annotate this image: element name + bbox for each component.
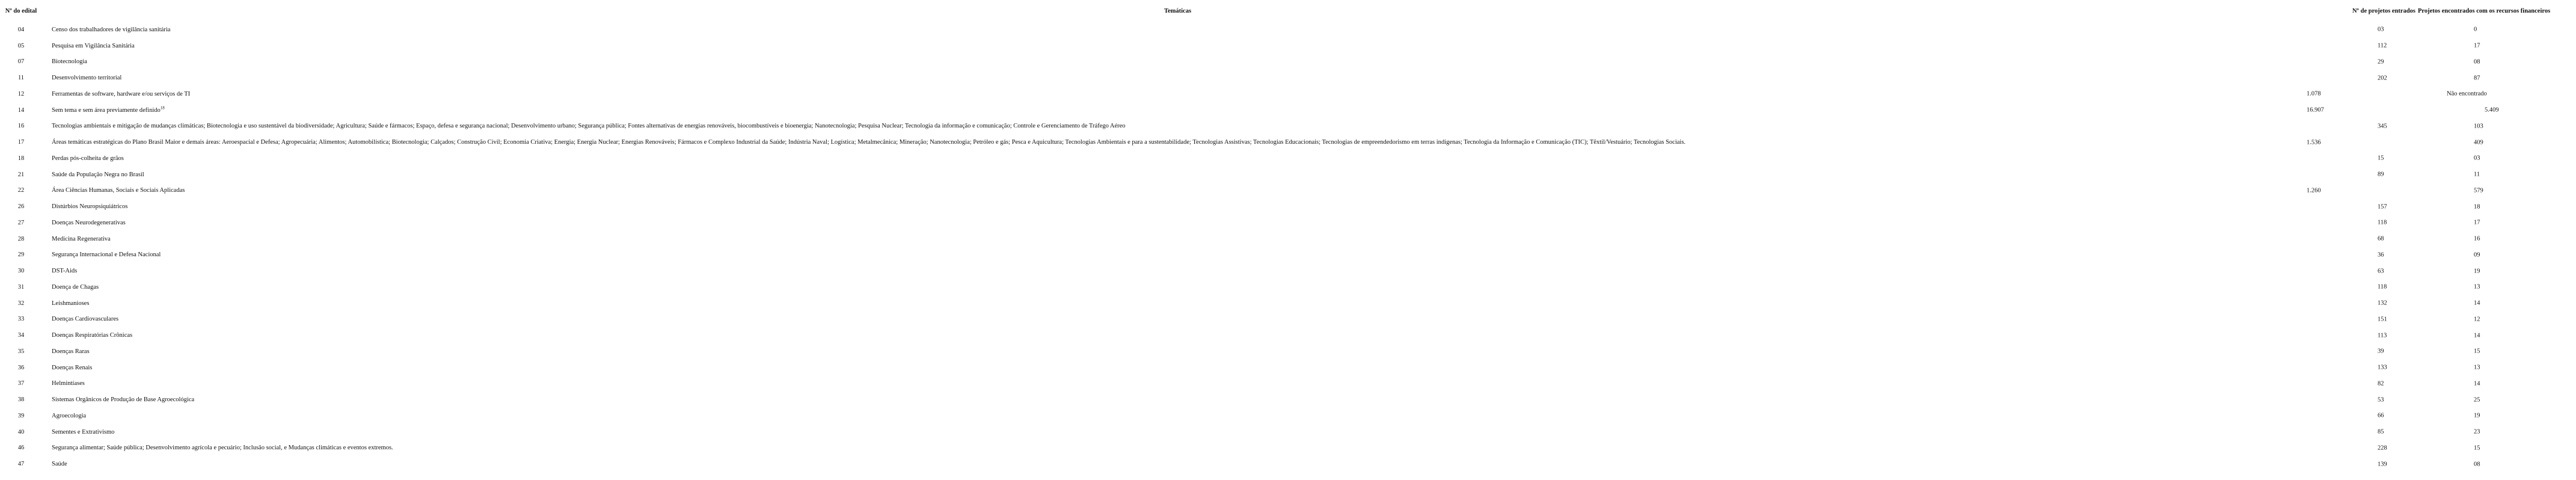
entrados-cell [2304,167,2417,183]
entrados-value: 68 [2378,235,2384,242]
entrados-cell [2304,312,2417,328]
entrados-cell [2304,215,2417,231]
edital-number: 47 [17,461,25,468]
edital-number: 27 [17,219,25,226]
table-row [0,231,2576,247]
tematica-cell [42,231,2304,247]
edital-number: 28 [17,235,25,242]
table-row [0,150,2576,167]
edital-number: 07 [17,58,25,66]
financeiros-value: 87 [2474,75,2480,82]
financeiros-cell [2417,22,2576,38]
financeiros-value: 12 [2474,316,2480,323]
entrados-cell [2304,86,2417,102]
header-tematicas: Temáticas [1164,7,1192,14]
table-row [0,327,2576,343]
edital-number: 37 [17,380,25,387]
financeiros-value: Não encontrado [2447,90,2487,97]
financeiros-cell [2417,167,2576,183]
edital-number: 11 [17,75,25,82]
entrados-value: 39 [2378,348,2384,355]
financeiros-value: 08 [2474,58,2480,66]
tematica-cell [42,360,2304,376]
tematica-cell [42,38,2304,54]
table-row [0,456,2576,472]
financeiros-value: 25 [2474,396,2480,404]
edital-number: 05 [17,42,25,49]
entrados-cell [2304,424,2417,440]
financeiros-value: 09 [2474,251,2480,259]
financeiros-cell [2417,231,2576,247]
financeiros-cell [2417,38,2576,54]
tematica-cell [42,22,2304,38]
tematica-text: Pesquisa em Vigilância Sanitária [52,42,135,49]
financeiros-value: 15 [2474,348,2480,355]
edital-number: 39 [17,412,25,419]
edital-number: 04 [17,26,25,33]
edital-number: 12 [17,90,25,97]
entrados-cell [2304,408,2417,424]
table-row [0,424,2576,440]
tematica-cell [42,215,2304,231]
financeiros-value: 17 [2474,219,2480,226]
financeiros-value: 08 [2474,461,2480,468]
entrados-value: 228 [2378,445,2387,452]
entrados-cell [2304,150,2417,167]
tematica-text: Saúde [52,461,67,468]
entrados-cell [2304,440,2417,457]
table-row [0,279,2576,295]
entrados-value: 03 [2378,26,2384,33]
entrados-value: 345 [2378,123,2387,130]
financeiros-value: 409 [2474,139,2483,146]
financeiros-value: 13 [2474,283,2480,291]
entrados-value: 16.907 [2307,106,2324,114]
table-row [0,408,2576,424]
financeiros-cell [2417,150,2576,167]
financeiros-value: 14 [2474,332,2480,339]
tematica-text: Segurança Internacional e Defesa Nacional [52,251,161,259]
entrados-value: 1.260 [2307,187,2321,194]
edital-number: 17 [17,139,25,146]
table-row [0,38,2576,54]
entrados-value: 36 [2378,251,2384,259]
entrados-value: 112 [2378,42,2387,49]
entrados-cell [2304,263,2417,279]
entrados-cell [2304,183,2417,199]
tematica-text: Doença de Chagas [52,283,99,291]
tematica-cell [42,118,2304,135]
tematica-cell [42,54,2304,70]
header-edital: Nº do edital [5,7,37,14]
entrados-cell [2304,231,2417,247]
tematica-cell [42,343,2304,360]
table-row [0,376,2576,392]
edital-number: 32 [17,300,25,307]
entrados-cell [2304,247,2417,263]
tematica-cell [42,134,2304,150]
edital-number: 29 [17,251,25,259]
entrados-cell [2304,70,2417,86]
table-row [0,263,2576,279]
financeiros-value: 5.409 [2485,106,2499,114]
entrados-value: 63 [2378,268,2384,275]
entrados-value: 89 [2378,171,2384,178]
entrados-cell [2304,343,2417,360]
financeiros-cell [2417,54,2576,70]
financeiros-cell [2417,134,2576,150]
table-row [0,440,2576,457]
financeiros-cell [2417,343,2576,360]
table-row [0,134,2576,150]
table-row [0,392,2576,408]
footnote-ref: 18 [160,105,165,111]
financeiros-cell [2417,70,2576,86]
financeiros-value: 18 [2474,203,2480,211]
financeiros-value: 17 [2474,42,2480,49]
tematica-cell [42,376,2304,392]
tematica-text: Doenças Neurodegenerativas [52,219,126,226]
entrados-value: 15 [2378,155,2384,162]
entrados-value: 66 [2378,412,2384,419]
tematica-text: Ferramentas de software, hardware e/ou serviços de TI [52,90,191,97]
financeiros-cell [2417,118,2576,135]
financeiros-cell [2417,215,2576,231]
entrados-cell [2304,102,2417,118]
tematica-cell [42,295,2304,312]
tematica-text: Leishmanioses [52,300,90,307]
financeiros-value: 19 [2474,268,2480,275]
entrados-value: 157 [2378,203,2387,211]
tematica-cell [42,150,2304,167]
edital-number: 30 [17,268,25,275]
financeiros-value: 16 [2474,235,2480,242]
entrados-value: 113 [2378,332,2387,339]
financeiros-value: 14 [2474,300,2480,307]
tematica-cell [42,279,2304,295]
tematica-text: Helmintíases [52,380,85,387]
entrados-value: 151 [2378,316,2387,323]
tematica-text: Desenvolvimento territorial [52,75,122,82]
financeiros-cell [2417,456,2576,472]
edital-number: 34 [17,332,25,339]
entrados-cell [2304,22,2417,38]
financeiros-cell [2417,263,2576,279]
edital-number: 22 [17,187,25,194]
tematica-text: Doenças Cardiovasculares [52,316,119,323]
financeiros-cell [2417,408,2576,424]
tematica-text: Doenças Respiratórias Crônicas [52,332,133,339]
header-entrados: Nº de projetos entrados [2352,7,2415,14]
financeiros-value: 03 [2474,155,2480,162]
tematica-text: Perdas pós-colheita de grãos [52,155,124,162]
tematica-text: Agroecologia [52,412,87,419]
edital-number: 36 [17,364,25,371]
edital-number: 16 [17,123,25,130]
financeiros-cell [2417,198,2576,215]
tematica-text: Tecnologias ambientais e mitigação de mudanças climáticas; Biotecnologia e uso sustentável da biodiversidade; Agricultura; Saúde e fármacos; Espaço, defesa e segurança nacional; Desenvolvimento urbano; Segurança pública; Fontes alternativas de energias renováveis, biocombustíveis e bioenergia; Nanotecnologia; Pesquisa Nuclear; Tecnologia da informação e comunicação; Controle e Gerenciamento de Tráfego Aéreo [52,123,1126,130]
financeiros-value: 23 [2474,428,2480,435]
tematica-text: DST-Aids [52,268,78,275]
entrados-value: 1.078 [2307,90,2321,97]
table-row [0,198,2576,215]
entrados-value: 1.536 [2307,139,2321,146]
entrados-value: 202 [2378,75,2387,82]
entrados-cell [2304,456,2417,472]
edital-number: 14 [17,106,25,114]
table-row [0,118,2576,135]
tematica-text: Distúrbios Neuropsiquiátricos [52,203,128,211]
tematica-cell [42,70,2304,86]
tematica-cell [42,456,2304,472]
entrados-value: 132 [2378,300,2387,307]
entrados-value: 29 [2378,58,2384,66]
tematica-cell [42,183,2304,199]
entrados-value: 118 [2378,283,2387,291]
entrados-cell [2304,118,2417,135]
table-row [0,360,2576,376]
financeiros-value: 19 [2474,412,2480,419]
tematica-text: Biotecnologia [52,58,87,66]
financeiros-cell [2417,327,2576,343]
entrados-cell [2304,134,2417,150]
entrados-cell [2304,198,2417,215]
financeiros-cell [2417,183,2576,199]
entrados-cell [2304,295,2417,312]
financeiros-value: 103 [2474,123,2483,130]
tematica-text: Área Ciências Humanas, Sociais e Sociais Aplicadas [52,187,185,194]
entrados-cell [2304,392,2417,408]
financeiros-cell [2417,392,2576,408]
financeiros-cell [2417,295,2576,312]
edital-number: 21 [17,171,25,178]
financeiros-cell [2417,86,2576,102]
financeiros-cell [2417,279,2576,295]
financeiros-value: 13 [2474,364,2480,371]
edital-number: 18 [17,155,25,162]
header-financeiros: Projetos encontrados com os recursos financeiros [2418,7,2551,14]
table-row [0,215,2576,231]
tematica-cell [42,86,2304,102]
tematica-text: Doenças Renais [52,364,93,371]
tematica-text: Segurança alimentar; Saúde pública; Desenvolvimento agrícola e pecuário; Inclusão social, e Mudanças climáticas e eventos extremos. [52,445,393,452]
entrados-value: 82 [2378,380,2384,387]
edital-number: 46 [17,445,25,452]
header-row [0,0,2576,22]
entrados-value: 133 [2378,364,2387,371]
edital-number: 35 [17,348,25,355]
table-row [0,343,2576,360]
table-row [0,247,2576,263]
financeiros-cell [2417,247,2576,263]
tematica-text: Sistemas Orgânicos de Produção de Base Agroecológica [52,396,195,404]
entrados-value: 139 [2378,461,2387,468]
financeiros-value: 11 [2474,171,2480,178]
financeiros-value: 0 [2474,26,2477,33]
entrados-value: 118 [2378,219,2387,226]
entrados-cell [2304,360,2417,376]
tematica-cell [42,312,2304,328]
financeiros-cell [2417,360,2576,376]
entrados-value: 53 [2378,396,2384,404]
tematica-text: Censo dos trabalhadores de vigilância sanitária [52,26,171,33]
tematica-cell [42,424,2304,440]
tematica-cell [42,167,2304,183]
tematica-text: Áreas temáticas estratégicas do Plano Brasil Maior e demais áreas: Aeroespacial e Defesa; Agropecuária; Alimentos; Automobilística; Biotecnologia; Calçados; Construção Civil; Economia Criativa; Energia; Energia Nuclear; Energias Renováveis; Fármacos e Complexo Industrial da Saúde; Indústria Naval; Logística; Metalmecânica; Mineração; Nanotecnologia; Petróleo e gás; Pesca e Aquicultura; Tecnologias Ambientais e para a sustentabilidade; Tecnologias Assistivas; Tecnologias Educacionais; Tecnologias de empreendedorismo em terras indígenas; Tecnologia da Informação e Comunicação (TIC); Têxtil/Vestuário; Tecnologias Sociais. [52,139,1686,146]
table-row [0,22,2576,38]
entrados-cell [2304,279,2417,295]
tematica-text: Sementes e Extrativismo [52,428,115,435]
table-row [0,295,2576,312]
tematica-cell [42,198,2304,215]
financeiros-cell [2417,102,2576,118]
table-row [0,312,2576,328]
tematica-cell [42,392,2304,408]
financeiros-cell [2417,424,2576,440]
table-row [0,102,2576,118]
financeiros-value: 14 [2474,380,2480,387]
financeiros-cell [2417,376,2576,392]
edital-number: 33 [17,316,25,323]
tematica-cell [42,440,2304,457]
tematica-text: Sem tema e sem área previamente definido [52,106,161,114]
financeiros-value: 15 [2474,445,2480,452]
edital-number: 40 [17,428,25,435]
tematica-cell [42,102,2304,118]
table-body [0,22,2576,472]
entrados-cell [2304,376,2417,392]
tematica-cell [42,263,2304,279]
tematica-cell [42,327,2304,343]
table-row [0,70,2576,86]
tematica-cell [42,408,2304,424]
edital-number: 38 [17,396,25,404]
edital-number: 26 [17,203,25,211]
tematica-text: Saúde da População Negra no Brasil [52,171,144,178]
tematica-text: Medicina Regenerativa [52,235,111,242]
edital-number: 31 [17,283,25,291]
table-row [0,183,2576,199]
entrados-value: 85 [2378,428,2384,435]
tematica-text: Doenças Raras [52,348,90,355]
tematica-cell [42,247,2304,263]
table-row [0,54,2576,70]
entrados-cell [2304,327,2417,343]
entrados-cell [2304,38,2417,54]
table-row [0,167,2576,183]
financeiros-cell [2417,312,2576,328]
financeiros-value: 579 [2474,187,2483,194]
financeiros-cell [2417,440,2576,457]
table-row [0,86,2576,102]
entrados-cell [2304,54,2417,70]
